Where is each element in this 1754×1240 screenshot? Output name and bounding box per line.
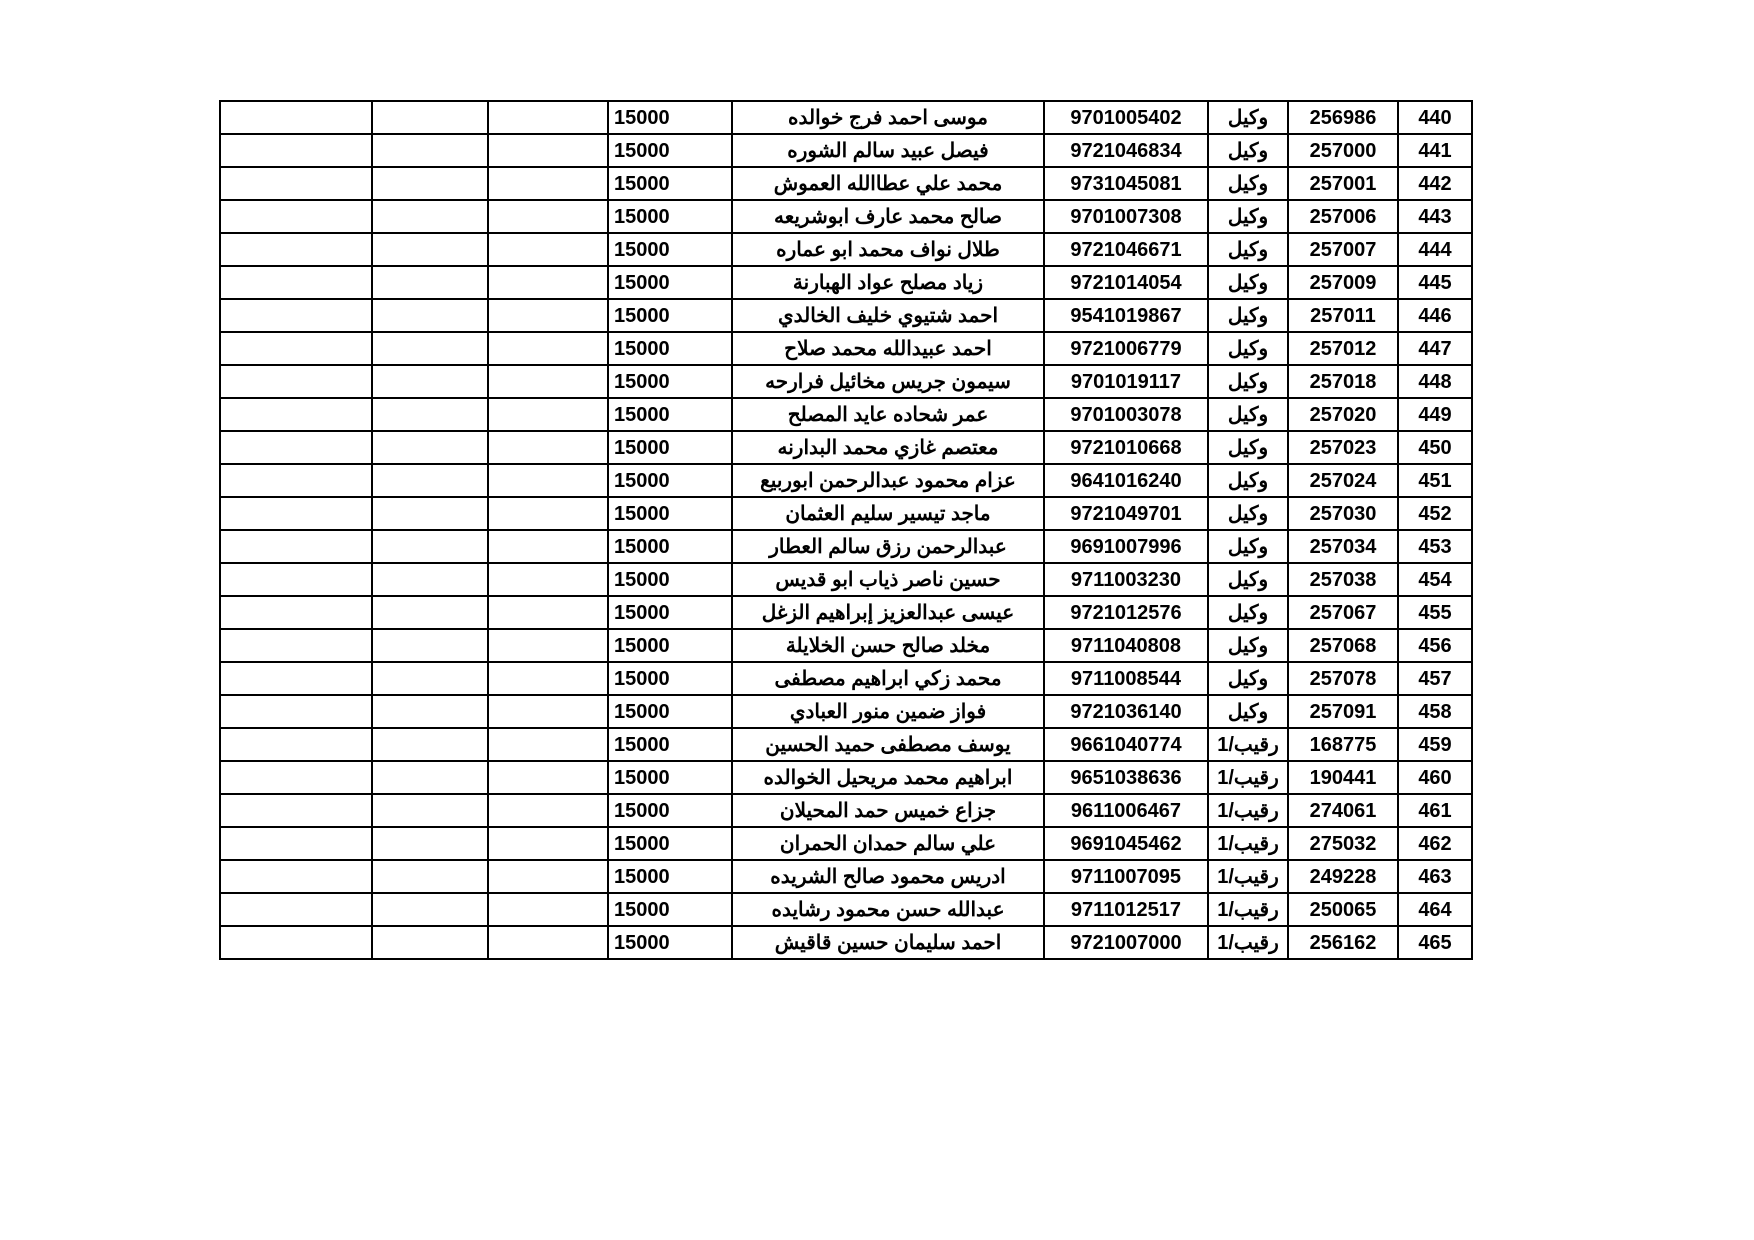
cell-national-id: 9731045081: [1044, 167, 1208, 200]
cell-extra1: [488, 596, 608, 629]
cell-extra3: [220, 233, 372, 266]
cell-name: احمد شتيوي خليف الخالدي: [732, 299, 1044, 332]
cell-name: يوسف مصطفى حميد الحسين: [732, 728, 1044, 761]
cell-name: فيصل عبيد سالم الشوره: [732, 134, 1044, 167]
cell-name: ادريس محمود صالح الشريده: [732, 860, 1044, 893]
cell-extra2: [372, 497, 488, 530]
cell-amount: 15000: [608, 827, 732, 860]
cell-extra2: [372, 464, 488, 497]
cell-amount: 15000: [608, 167, 732, 200]
cell-extra2: [372, 134, 488, 167]
cell-rank: رقيب/1: [1208, 728, 1288, 761]
cell-extra1: [488, 464, 608, 497]
cell-national-id: 9701019117: [1044, 365, 1208, 398]
cell-extra1: [488, 134, 608, 167]
cell-extra1: [488, 827, 608, 860]
table-row: [220, 728, 1472, 761]
cell-extra3: [220, 464, 372, 497]
cell-extra3: [220, 398, 372, 431]
cell-extra3: [220, 563, 372, 596]
cell-index: 448: [1398, 365, 1472, 398]
table-row: [220, 629, 1472, 662]
cell-extra1: [488, 563, 608, 596]
cell-amount: 15000: [608, 761, 732, 794]
table-row: [220, 200, 1472, 233]
table-row: [220, 464, 1472, 497]
cell-national-id: 9711040808: [1044, 629, 1208, 662]
table-row: [220, 101, 1472, 134]
cell-national-id: 9721036140: [1044, 695, 1208, 728]
cell-extra3: [220, 629, 372, 662]
cell-rank: وكيل: [1208, 332, 1288, 365]
cell-amount: 15000: [608, 431, 732, 464]
cell-amount: 15000: [608, 299, 732, 332]
cell-extra2: [372, 398, 488, 431]
cell-rank: وكيل: [1208, 596, 1288, 629]
cell-index: 446: [1398, 299, 1472, 332]
cell-national-id: 9701003078: [1044, 398, 1208, 431]
cell-extra1: [488, 761, 608, 794]
cell-extra1: [488, 299, 608, 332]
cell-extra1: [488, 101, 608, 134]
cell-national-id: 9691007996: [1044, 530, 1208, 563]
cell-rank: وكيل: [1208, 398, 1288, 431]
cell-extra1: [488, 266, 608, 299]
cell-name: حسين ناصر ذياب ابو قديس: [732, 563, 1044, 596]
cell-extra2: [372, 299, 488, 332]
cell-name: موسى احمد فرج خوالده: [732, 101, 1044, 134]
cell-extra2: [372, 167, 488, 200]
table-row: [220, 662, 1472, 695]
cell-amount: 15000: [608, 893, 732, 926]
cell-national-id: 9721049701: [1044, 497, 1208, 530]
cell-extra2: [372, 629, 488, 662]
cell-amount: 15000: [608, 134, 732, 167]
cell-extra3: [220, 860, 372, 893]
cell-index: 464: [1398, 893, 1472, 926]
table-row: [220, 695, 1472, 728]
cell-number: 257038: [1288, 563, 1398, 596]
cell-rank: وكيل: [1208, 167, 1288, 200]
cell-extra1: [488, 431, 608, 464]
cell-national-id: 9691045462: [1044, 827, 1208, 860]
cell-amount: 15000: [608, 728, 732, 761]
records-table-body: [220, 101, 1472, 959]
cell-rank: وكيل: [1208, 629, 1288, 662]
cell-amount: 15000: [608, 794, 732, 827]
cell-extra2: [372, 233, 488, 266]
cell-index: 443: [1398, 200, 1472, 233]
cell-extra3: [220, 596, 372, 629]
cell-rank: وكيل: [1208, 233, 1288, 266]
cell-rank: وكيل: [1208, 134, 1288, 167]
table-row: [220, 332, 1472, 365]
cell-rank: رقيب/1: [1208, 926, 1288, 959]
cell-name: محمد زكي ابراهيم مصطفى: [732, 662, 1044, 695]
cell-name: عمر شحاده عايد المصلح: [732, 398, 1044, 431]
cell-amount: 15000: [608, 200, 732, 233]
cell-extra3: [220, 167, 372, 200]
cell-extra3: [220, 530, 372, 563]
cell-index: 455: [1398, 596, 1472, 629]
cell-national-id: 9701007308: [1044, 200, 1208, 233]
cell-extra2: [372, 695, 488, 728]
cell-name: عبدالله حسن محمود رشايده: [732, 893, 1044, 926]
cell-amount: 15000: [608, 398, 732, 431]
cell-rank: وكيل: [1208, 695, 1288, 728]
cell-number: 257067: [1288, 596, 1398, 629]
cell-number: 257018: [1288, 365, 1398, 398]
table-row: [220, 761, 1472, 794]
cell-extra1: [488, 728, 608, 761]
cell-index: 449: [1398, 398, 1472, 431]
cell-amount: 15000: [608, 101, 732, 134]
cell-extra2: [372, 893, 488, 926]
cell-national-id: 9711008544: [1044, 662, 1208, 695]
cell-rank: وكيل: [1208, 530, 1288, 563]
cell-extra2: [372, 596, 488, 629]
cell-national-id: 9641016240: [1044, 464, 1208, 497]
cell-amount: 15000: [608, 629, 732, 662]
cell-rank: وكيل: [1208, 464, 1288, 497]
cell-rank: رقيب/1: [1208, 893, 1288, 926]
records-table: [219, 100, 1473, 960]
table-row: [220, 893, 1472, 926]
table-row: [220, 233, 1472, 266]
cell-amount: 15000: [608, 266, 732, 299]
cell-number: 190441: [1288, 761, 1398, 794]
cell-number: 257006: [1288, 200, 1398, 233]
cell-rank: وكيل: [1208, 431, 1288, 464]
cell-index: 465: [1398, 926, 1472, 959]
cell-amount: 15000: [608, 860, 732, 893]
cell-index: 456: [1398, 629, 1472, 662]
cell-index: 444: [1398, 233, 1472, 266]
cell-number: 257000: [1288, 134, 1398, 167]
table-row: [220, 530, 1472, 563]
cell-extra3: [220, 134, 372, 167]
cell-extra3: [220, 827, 372, 860]
cell-number: 257068: [1288, 629, 1398, 662]
cell-rank: وكيل: [1208, 563, 1288, 596]
cell-extra1: [488, 662, 608, 695]
cell-extra2: [372, 266, 488, 299]
cell-rank: رقيب/1: [1208, 860, 1288, 893]
cell-extra1: [488, 398, 608, 431]
cell-extra1: [488, 695, 608, 728]
cell-name: زياد مصلح عواد الهبارنة: [732, 266, 1044, 299]
cell-rank: وكيل: [1208, 200, 1288, 233]
cell-rank: وكيل: [1208, 266, 1288, 299]
cell-amount: 15000: [608, 530, 732, 563]
cell-index: 462: [1398, 827, 1472, 860]
cell-extra1: [488, 530, 608, 563]
cell-extra3: [220, 728, 372, 761]
cell-extra3: [220, 695, 372, 728]
table-row: [220, 299, 1472, 332]
cell-number: 257012: [1288, 332, 1398, 365]
cell-amount: 15000: [608, 365, 732, 398]
cell-extra2: [372, 926, 488, 959]
table-container: [219, 100, 1473, 960]
cell-extra1: [488, 926, 608, 959]
cell-number: 257001: [1288, 167, 1398, 200]
table-row: [220, 365, 1472, 398]
cell-index: 442: [1398, 167, 1472, 200]
cell-rank: وكيل: [1208, 365, 1288, 398]
cell-number: 257009: [1288, 266, 1398, 299]
cell-number: 257020: [1288, 398, 1398, 431]
cell-number: 249228: [1288, 860, 1398, 893]
cell-national-id: 9721006779: [1044, 332, 1208, 365]
cell-name: صالح محمد عارف ابوشريعه: [732, 200, 1044, 233]
cell-index: 453: [1398, 530, 1472, 563]
cell-index: 460: [1398, 761, 1472, 794]
table-row: [220, 860, 1472, 893]
cell-number: 257023: [1288, 431, 1398, 464]
cell-name: عيسى عبدالعزيز إبراهيم الزغل: [732, 596, 1044, 629]
cell-index: 454: [1398, 563, 1472, 596]
cell-extra2: [372, 365, 488, 398]
table-row: [220, 827, 1472, 860]
cell-rank: رقيب/1: [1208, 794, 1288, 827]
cell-rank: رقيب/1: [1208, 827, 1288, 860]
table-row: [220, 794, 1472, 827]
cell-extra2: [372, 761, 488, 794]
cell-index: 457: [1398, 662, 1472, 695]
cell-number: 256986: [1288, 101, 1398, 134]
cell-extra1: [488, 794, 608, 827]
cell-amount: 15000: [608, 563, 732, 596]
cell-index: 445: [1398, 266, 1472, 299]
cell-extra3: [220, 794, 372, 827]
cell-extra3: [220, 761, 372, 794]
cell-name: سيمون جريس مخائيل فرارحه: [732, 365, 1044, 398]
cell-national-id: 9711003230: [1044, 563, 1208, 596]
cell-extra2: [372, 530, 488, 563]
cell-extra1: [488, 233, 608, 266]
cell-number: 256162: [1288, 926, 1398, 959]
cell-index: 461: [1398, 794, 1472, 827]
cell-extra3: [220, 101, 372, 134]
cell-amount: 15000: [608, 464, 732, 497]
cell-extra3: [220, 926, 372, 959]
table-row: [220, 266, 1472, 299]
cell-number: 257030: [1288, 497, 1398, 530]
cell-national-id: 9721007000: [1044, 926, 1208, 959]
cell-extra3: [220, 893, 372, 926]
cell-national-id: 9711007095: [1044, 860, 1208, 893]
cell-rank: وكيل: [1208, 101, 1288, 134]
cell-number: 257011: [1288, 299, 1398, 332]
cell-name: جزاع خميس حمد المحيلان: [732, 794, 1044, 827]
table-row: [220, 563, 1472, 596]
cell-rank: رقيب/1: [1208, 761, 1288, 794]
cell-national-id: 9611006467: [1044, 794, 1208, 827]
cell-extra1: [488, 497, 608, 530]
cell-national-id: 9721012576: [1044, 596, 1208, 629]
cell-index: 463: [1398, 860, 1472, 893]
cell-national-id: 9721046834: [1044, 134, 1208, 167]
cell-index: 440: [1398, 101, 1472, 134]
cell-number: 274061: [1288, 794, 1398, 827]
table-row: [220, 431, 1472, 464]
cell-extra2: [372, 563, 488, 596]
cell-extra3: [220, 200, 372, 233]
table-row: [220, 596, 1472, 629]
cell-national-id: 9721010668: [1044, 431, 1208, 464]
cell-name: فواز ضمين منور العبادي: [732, 695, 1044, 728]
cell-number: 168775: [1288, 728, 1398, 761]
cell-extra1: [488, 365, 608, 398]
cell-amount: 15000: [608, 596, 732, 629]
cell-national-id: 9711012517: [1044, 893, 1208, 926]
cell-index: 459: [1398, 728, 1472, 761]
cell-name: علي سالم حمدان الحمران: [732, 827, 1044, 860]
cell-extra3: [220, 332, 372, 365]
cell-extra2: [372, 101, 488, 134]
cell-name: ماجد تيسير سليم العثمان: [732, 497, 1044, 530]
cell-number: 257091: [1288, 695, 1398, 728]
cell-name: معتصم غازي محمد البدارنه: [732, 431, 1044, 464]
cell-national-id: 9721014054: [1044, 266, 1208, 299]
cell-extra3: [220, 266, 372, 299]
cell-index: 451: [1398, 464, 1472, 497]
cell-amount: 15000: [608, 662, 732, 695]
cell-name: ابراهيم محمد مريحيل الخوالده: [732, 761, 1044, 794]
cell-number: 257007: [1288, 233, 1398, 266]
cell-index: 441: [1398, 134, 1472, 167]
cell-number: 275032: [1288, 827, 1398, 860]
cell-extra2: [372, 860, 488, 893]
table-row: [220, 398, 1472, 431]
cell-name: مخلد صالح حسن الخلايلة: [732, 629, 1044, 662]
cell-name: عبدالرحمن رزق سالم العطار: [732, 530, 1044, 563]
cell-rank: وكيل: [1208, 662, 1288, 695]
cell-national-id: 9701005402: [1044, 101, 1208, 134]
cell-extra2: [372, 728, 488, 761]
cell-extra2: [372, 332, 488, 365]
table-row: [220, 926, 1472, 959]
cell-extra2: [372, 827, 488, 860]
cell-name: عزام محمود عبدالرحمن ابوربيع: [732, 464, 1044, 497]
cell-extra3: [220, 431, 372, 464]
cell-name: محمد علي عطاالله العموش: [732, 167, 1044, 200]
cell-name: احمد سليمان حسين قاقيش: [732, 926, 1044, 959]
cell-national-id: 9651038636: [1044, 761, 1208, 794]
cell-amount: 15000: [608, 695, 732, 728]
cell-extra3: [220, 662, 372, 695]
cell-extra1: [488, 860, 608, 893]
cell-extra2: [372, 431, 488, 464]
cell-extra1: [488, 629, 608, 662]
cell-index: 452: [1398, 497, 1472, 530]
cell-index: 447: [1398, 332, 1472, 365]
cell-amount: 15000: [608, 926, 732, 959]
cell-extra1: [488, 332, 608, 365]
cell-name: احمد عبيدالله محمد صلاح: [732, 332, 1044, 365]
cell-amount: 15000: [608, 332, 732, 365]
cell-extra1: [488, 200, 608, 233]
table-row: [220, 134, 1472, 167]
cell-amount: 15000: [608, 233, 732, 266]
cell-extra2: [372, 200, 488, 233]
cell-index: 458: [1398, 695, 1472, 728]
cell-name: طلال نواف محمد ابو عماره: [732, 233, 1044, 266]
cell-rank: وكيل: [1208, 299, 1288, 332]
table-row: [220, 497, 1472, 530]
cell-national-id: 9541019867: [1044, 299, 1208, 332]
cell-extra1: [488, 893, 608, 926]
cell-rank: وكيل: [1208, 497, 1288, 530]
cell-number: 257034: [1288, 530, 1398, 563]
cell-extra3: [220, 299, 372, 332]
cell-number: 257024: [1288, 464, 1398, 497]
cell-extra3: [220, 365, 372, 398]
cell-extra2: [372, 794, 488, 827]
cell-amount: 15000: [608, 497, 732, 530]
cell-number: 250065: [1288, 893, 1398, 926]
cell-extra3: [220, 497, 372, 530]
cell-extra1: [488, 167, 608, 200]
cell-number: 257078: [1288, 662, 1398, 695]
cell-index: 450: [1398, 431, 1472, 464]
table-row: [220, 167, 1472, 200]
cell-national-id: 9721046671: [1044, 233, 1208, 266]
cell-extra2: [372, 662, 488, 695]
cell-national-id: 9661040774: [1044, 728, 1208, 761]
